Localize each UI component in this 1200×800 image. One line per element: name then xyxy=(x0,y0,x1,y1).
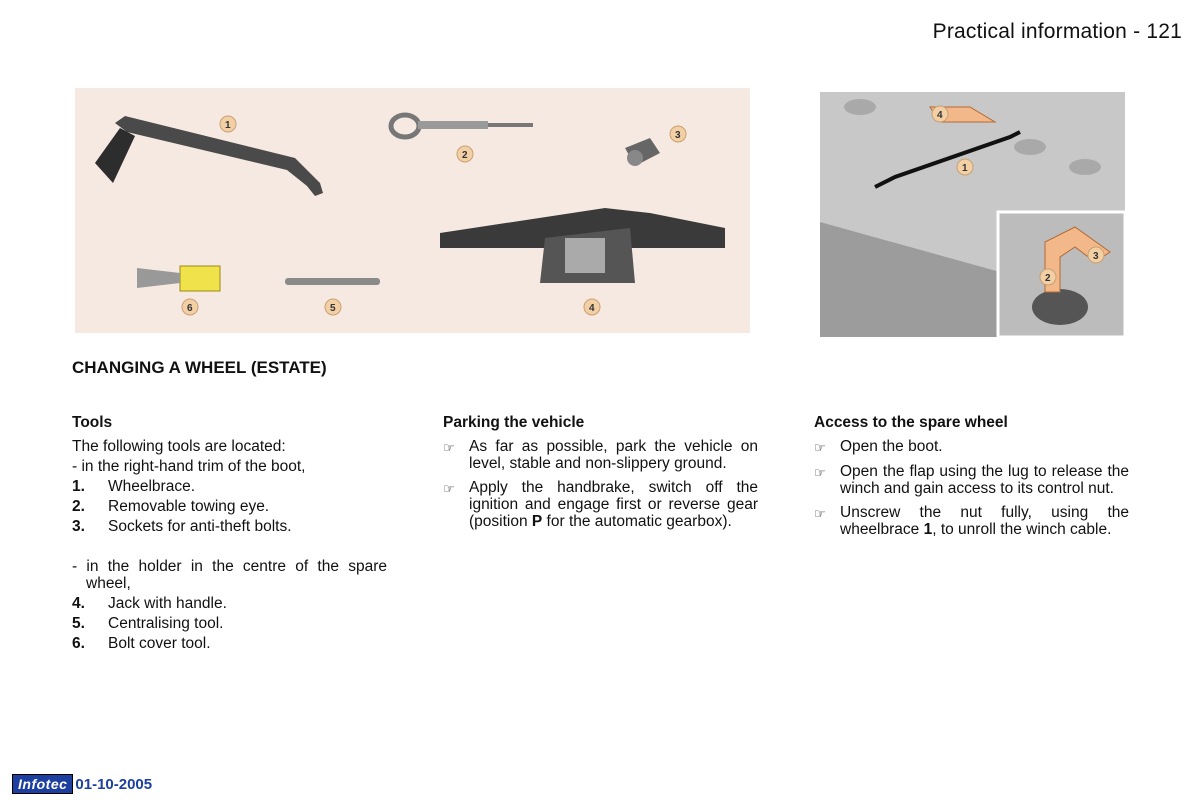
tool-item xyxy=(72,615,387,632)
tools-drawing xyxy=(75,88,750,333)
tool-item-number: 3. xyxy=(72,518,85,535)
tool-item xyxy=(72,595,387,612)
tool-item-text: Jack with handle. xyxy=(108,595,227,612)
tool-item-text: Centralising tool. xyxy=(108,615,224,632)
tool-item-number: 2. xyxy=(72,498,85,515)
tool-item-text: Wheelbrace. xyxy=(108,478,196,495)
pointing-hand-icon: ☞ xyxy=(814,465,826,480)
tool-item-number: 4. xyxy=(72,595,85,612)
bullet-text: Open the boot. xyxy=(840,438,943,455)
boot-callout-1: 1 xyxy=(962,163,968,174)
header-separator: - xyxy=(1133,20,1141,43)
callout-2: 2 xyxy=(462,150,468,161)
tool-item-text: Removable towing eye. xyxy=(108,498,270,515)
boot-callout-3: 3 xyxy=(1093,251,1099,262)
tool-item-text: Sockets for anti-theft bolts. xyxy=(108,518,292,535)
tool-item xyxy=(72,498,387,515)
tools-group1-intro: - in the right-hand trim of the boot, xyxy=(72,458,306,475)
publication-date: 01-10-2005 xyxy=(75,775,153,793)
tool-item xyxy=(72,635,387,652)
centralising-tool-drawing xyxy=(285,278,380,285)
callout-3: 3 xyxy=(675,130,681,141)
callout-1: 1 xyxy=(225,120,231,131)
parking-heading: Parking the vehicle xyxy=(443,414,585,431)
spare-bullet xyxy=(814,438,1129,456)
bullet-text: Apply the handbrake, switch off the ignition and engage first or reverse gear (position P for the automatic gearbox). xyxy=(469,479,758,530)
pointing-hand-icon: ☞ xyxy=(443,440,455,455)
spare-heading: Access to the spare wheel xyxy=(814,414,1008,431)
parking-column xyxy=(443,414,758,537)
callout-4: 4 xyxy=(589,303,595,314)
spare-wheel-column xyxy=(814,414,1129,545)
tools-column xyxy=(72,414,387,655)
boot-drawing xyxy=(820,92,1125,337)
tools-intro: The following tools are located: xyxy=(72,438,286,455)
spare-bullet xyxy=(814,504,1129,538)
header-section: Practical information xyxy=(932,20,1128,43)
boot-callout-2: 2 xyxy=(1045,273,1051,284)
spare-bullet xyxy=(814,463,1129,497)
page-header xyxy=(933,20,1182,44)
wheelbrace-drawing xyxy=(95,116,323,196)
boot-callout-4: 4 xyxy=(937,110,943,121)
tools-illustration xyxy=(75,88,750,333)
pointing-hand-icon: ☞ xyxy=(814,440,826,455)
boot-illustration xyxy=(820,92,1125,337)
socket-drawing xyxy=(625,138,660,166)
bullet-text: As far as possible, park the vehicle on level, stable and non-slippery ground. xyxy=(469,438,758,472)
bolt-cover-tool-drawing xyxy=(137,266,220,291)
tool-item-text: Bolt cover tool. xyxy=(108,635,211,652)
parking-bullet xyxy=(443,479,758,530)
bullet-text: Unscrew the nut fully, using the wheelbrace 1, to unroll the winch cable. xyxy=(840,504,1129,538)
page-footer xyxy=(12,774,152,794)
pointing-hand-icon: ☞ xyxy=(814,506,826,521)
parking-bullet xyxy=(443,438,758,472)
tools-group2-intro: - in the holder in the centre of the spare wheel, xyxy=(72,558,387,592)
towing-eye-drawing xyxy=(391,115,533,137)
tool-item xyxy=(72,478,387,495)
bullet-text: Open the flap using the lug to release the winch and gain access to its control nut. xyxy=(840,463,1129,497)
tool-item xyxy=(72,518,387,535)
tool-item-number: 5. xyxy=(72,615,85,632)
tool-item-number: 6. xyxy=(72,635,85,652)
page-number: 121 xyxy=(1146,20,1182,43)
callout-6: 6 xyxy=(187,303,193,314)
callout-5: 5 xyxy=(330,303,336,314)
tool-item-number: 1. xyxy=(72,478,85,495)
jack-drawing xyxy=(440,208,725,283)
section-title: CHANGING A WHEEL (ESTATE) xyxy=(72,358,327,377)
tools-heading: Tools xyxy=(72,414,113,431)
infotec-logo: Infotec xyxy=(12,774,73,794)
pointing-hand-icon: ☞ xyxy=(443,481,455,496)
